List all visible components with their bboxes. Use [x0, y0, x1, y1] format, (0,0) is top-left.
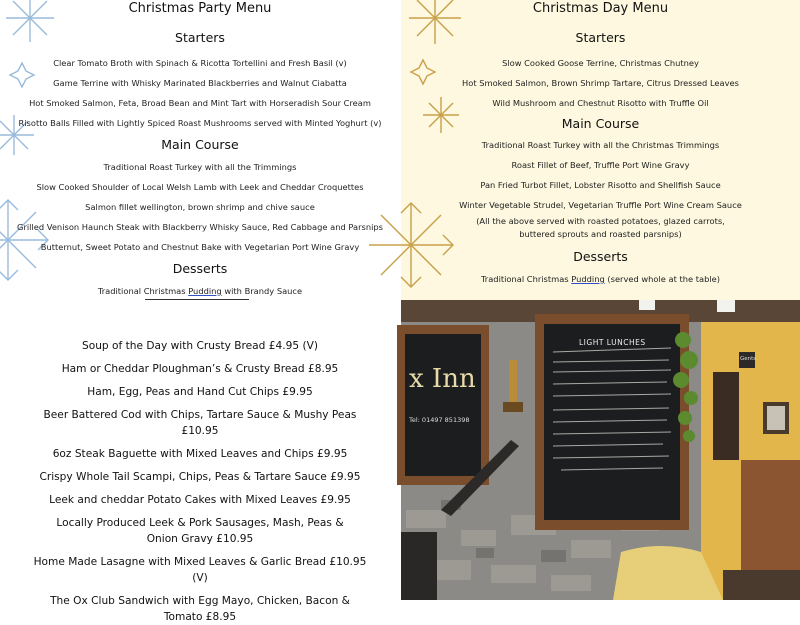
light-menu-list — [0, 300, 400, 623]
party-dessert-item: Traditional Christmas Pudding with Brandy Sauce — [97, 286, 303, 296]
day-menu-title: Christmas Day Menu — [532, 1, 669, 16]
party-main-item: Butternut, Sweet Potato and Chestnut Bake with Vegetarian Port Wine Gravy — [40, 242, 360, 252]
list-item: Ham, Egg, Peas and Hand Cut Chips £9.95 — [87, 386, 313, 398]
pub-sign-phone: Tel: 01497 851398 — [409, 416, 470, 424]
party-main-heading: Main Course — [161, 137, 239, 152]
day-starter-item: Hot Smoked Salmon, Brown Shrimp Tartare, Citrus Dressed Leaves — [462, 78, 739, 88]
party-starter-item: Hot Smoked Salmon, Feta, Broad Bean and Mint Tart with Horseradish Sour Cream — [29, 98, 371, 108]
list-item: Crispy Whole Tail Scampi, Chips, Peas & Tartare Sauce £9.95 — [39, 471, 361, 483]
day-main-item: Pan Fried Turbot Fillet, Lobster Risotto and Shellfish Sauce — [480, 180, 721, 190]
day-main-item: Traditional Roast Turkey with all the Christmas Trimmings — [481, 140, 720, 150]
day-menu-content — [401, 0, 800, 284]
pub-interior-photo — [401, 300, 800, 600]
day-main-item: Roast Fillet of Beef, Truffle Port Wine Gravy — [511, 160, 690, 170]
day-menu-note: buttered sprouts and roasted parsnips) — [519, 229, 682, 239]
list-item: 6oz Steak Baguette with Mixed Leaves and Chips £9.95 — [52, 448, 348, 460]
day-menu-note: (All the above served with roasted potatoes, glazed carrots, — [476, 216, 725, 226]
party-starter-item: Clear Tomato Broth with Spinach & Ricotta Tortellini and Fresh Basil (v) — [53, 58, 347, 68]
list-item: Beer Battered Cod with Chips, Tartare Sauce & Mushy Peas £10.95 — [43, 409, 357, 437]
day-desserts-heading: Desserts — [573, 249, 628, 264]
list-item: Leek and cheddar Potato Cakes with Mixed Leaves £9.95 — [49, 494, 351, 506]
party-starter-item: Risotto Balls Filled with Lightly Spiced Roast Mushrooms served with Minted Yoghurt (v) — [18, 118, 382, 128]
party-starters-heading: Starters — [175, 30, 225, 45]
day-dessert-item: Traditional Christmas Pudding (served whole at the table) — [480, 274, 721, 284]
party-desserts-heading: Desserts — [172, 261, 228, 276]
party-menu-content — [0, 0, 400, 300]
party-main-item: Traditional Roast Turkey with all the Trimmings — [103, 162, 297, 172]
chalkboard-heading: LIGHT LUNCHES — [579, 338, 646, 347]
light-menu-items — [0, 338, 400, 625]
day-starter-item: Wild Mushroom and Chestnut Risotto with Truffle Oil — [492, 98, 709, 108]
day-starters-heading: Starters — [575, 30, 626, 45]
party-main-item: Salmon fillet wellington, brown shrimp and chive sauce — [85, 202, 315, 212]
pub-sign-text: x Inn — [409, 364, 476, 394]
party-main-item: Grilled Venison Haunch Steak with Blackberry Whisky Sauce, Red Cabbage and Parsnips — [17, 222, 383, 232]
party-main-item: Slow Cooked Shoulder of Local Welsh Lamb with Leek and Cheddar Croquettes — [36, 182, 364, 192]
christmas-day-menu — [401, 0, 800, 300]
day-main-item: Winter Vegetable Strudel, Vegetarian Truffle Port Wine Cream Sauce — [459, 200, 742, 210]
list-item: The Ox Club Sandwich with Egg Mayo, Chicken, Bacon & Tomato £8.95 — [50, 595, 350, 623]
list-item: Home Made Lasagne with Mixed Leaves & Garlic Bread £10.95 (V) — [33, 556, 367, 584]
list-item: Ham or Cheddar Ploughman’s & Crusty Bread £8.95 — [61, 363, 339, 375]
party-starter-item: Game Terrine with Whisky Marinated Blackberries and Walnut Ciabatta — [53, 78, 347, 88]
day-starter-item: Slow Cooked Goose Terrine, Christmas Chutney — [502, 58, 699, 68]
door-sign: Gents — [740, 356, 757, 362]
christmas-party-menu — [0, 0, 400, 300]
party-menu-title: Christmas Party Menu — [128, 1, 272, 16]
day-main-heading: Main Course — [561, 116, 640, 131]
list-item: Soup of the Day with Crusty Bread £4.95 (V) — [82, 340, 318, 352]
list-item: Locally Produced Leek & Pork Sausages, Mash, Peas & Onion Gravy £10.95 — [56, 517, 344, 545]
